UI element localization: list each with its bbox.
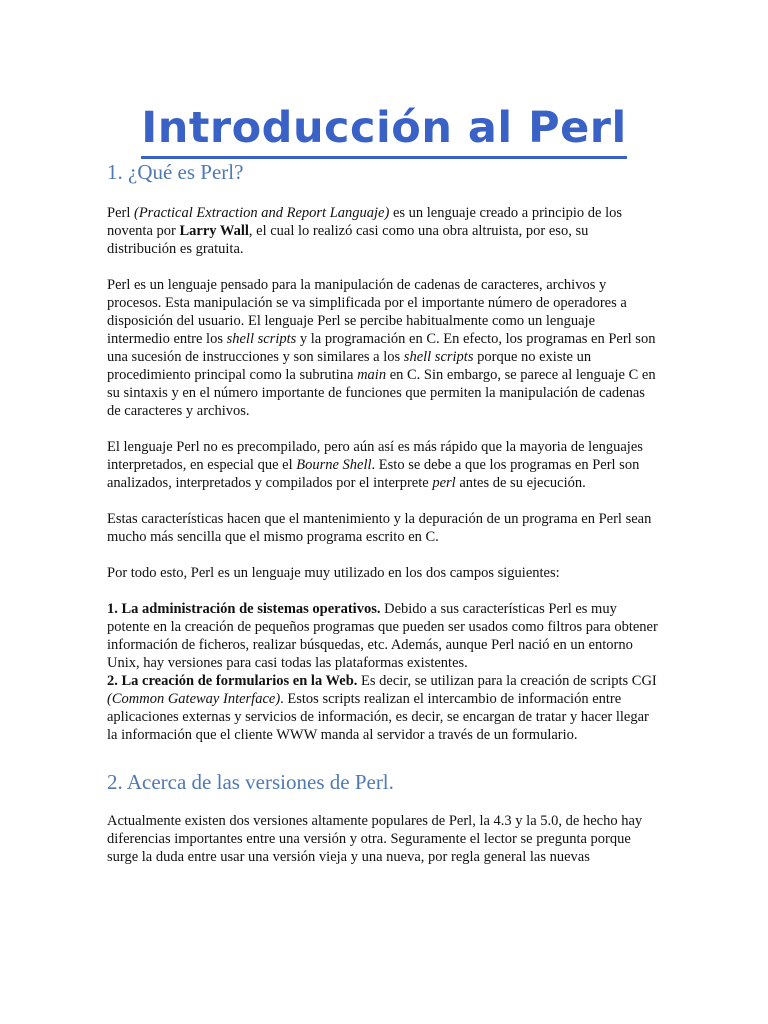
- document-title-text: Introducción al Perl: [141, 100, 627, 159]
- text-run: Es decir, se utilizan para la creación de scripts CGI: [357, 673, 657, 689]
- italic-run: (Practical Extraction and Report Languaje): [133, 205, 390, 221]
- text-run: Debido a sus características Perl es muy potente en la creación de pequeños programas que pueden ser usados como filtros para obtener información de ficheros, realizar búsquedas, etc. Además, aunque Perl nació en un entorno Unix, hay versiones para casi todas las plataformas existentes.: [107, 601, 658, 671]
- text-run: , el cual lo realizó casi como una obra altruista, por eso, su distribución es gratuita.: [107, 223, 589, 257]
- paragraph-characteristics: Estas características hacen que el mantenimiento y la depuración de un programa en Perl sean mucho más sencilla que el mismo programa escrito en C.: [107, 511, 652, 545]
- paragraph-intro: [107, 204, 659, 258]
- paragraph-versions: Actualmente existen dos versiones altamente populares de Perl, la 4.3 y la 5.0, de hecho hay diferencias importantes entre una versión y otra. Seguramente el lector se pregunta porque surge la duda entre usar una versión vieja y una nueva, por regla general las nuevas: [107, 813, 643, 865]
- text-run: . Esto se debe a que los programas en Perl son analizados, interpretados y compilados por el interprete: [107, 457, 640, 491]
- document-body: [107, 158, 659, 884]
- bold-run: Larry Wall: [179, 223, 249, 239]
- section-heading-que-es-perl: 1. ¿Qué es Perl?: [107, 160, 244, 184]
- text-run: El lenguaje Perl no es precompilado, pero aún así es más rápido que la mayoria de lenguajes interpretados, en especial que el: [107, 439, 643, 473]
- text-run: en C. Sin embargo, se parece al lenguaje C en su sintaxis y en el número importante de funciones que permiten la manipulación de cadenas de caracteres y archivos.: [107, 367, 656, 419]
- text-run: Perl: [107, 205, 134, 221]
- text-run: es un lenguaje creado a principio de los noventa por: [107, 205, 623, 239]
- text-run: porque no existe un procedimiento principal como la subrutina: [107, 349, 592, 383]
- document-title: [0, 100, 768, 159]
- italic-run: shell scripts: [226, 331, 297, 347]
- bold-run: 1. La administración de sistemas operativos.: [107, 601, 381, 617]
- paragraph-precompiled: [107, 438, 659, 492]
- list-item-web-forms: [107, 672, 659, 744]
- italic-run: main: [357, 367, 387, 383]
- text-run: y la programación en C. En efecto, los programas en Perl son una sucesión de instrucciones y son similares a los: [107, 331, 656, 365]
- text-run: antes de su ejecución.: [455, 475, 586, 491]
- paragraph-manipulation: [107, 276, 659, 420]
- italic-run: Bourne Shell: [296, 457, 372, 473]
- bold-run: 2. La creación de formularios en la Web.: [107, 673, 358, 689]
- paragraph-fields: Por todo esto, Perl es un lenguaje muy utilizado en los dos campos siguientes:: [107, 565, 560, 581]
- list-item-sysadmin: [107, 600, 659, 672]
- section-heading-versiones: 2. Acerca de las versiones de Perl.: [107, 770, 394, 794]
- italic-run: perl: [432, 475, 456, 491]
- text-run: . Estos scripts realizan el intercambio de información entre aplicaciones externas y servicios de información, es decir, se encargan de tratar y hacer llegar la información que el cliente WWW manda al servidor a través de un formulario.: [107, 691, 649, 743]
- text-run: Perl es un lenguaje pensado para la manipulación de cadenas de caracteres, archivos y procesos. Esta manipulación se va simplificada por el importante número de operadores a disposición del usuario. El lenguaje Perl se percibe habitualmente como un lenguaje intermedio entre los: [107, 277, 627, 347]
- italic-run: shell scripts: [403, 349, 474, 365]
- italic-run: (Common Gateway Interface): [107, 691, 281, 707]
